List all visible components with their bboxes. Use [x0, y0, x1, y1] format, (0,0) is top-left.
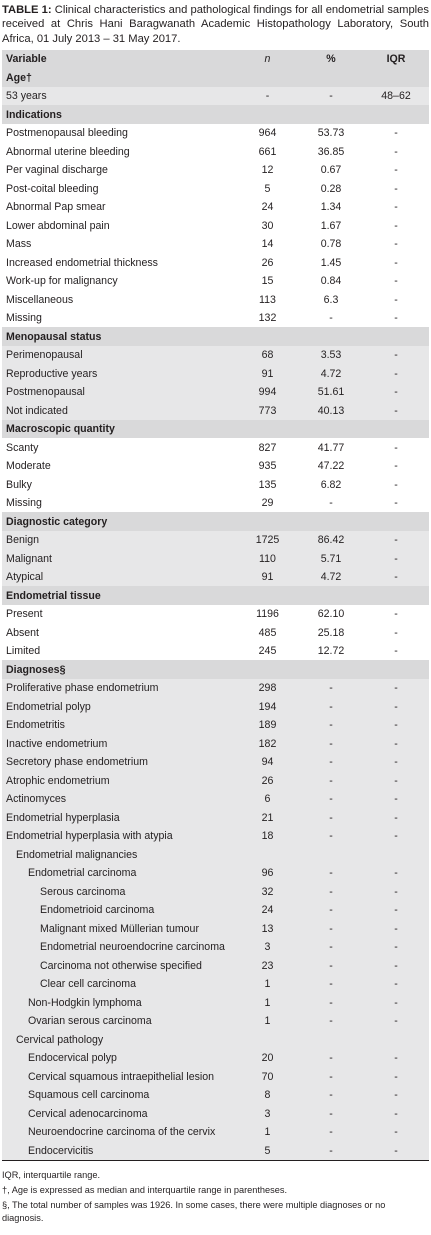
table-row: [2, 161, 429, 180]
row-label: Endometrial carcinoma: [2, 864, 236, 883]
cell-percent: -: [299, 1067, 363, 1086]
row-label: Post-coital bleeding: [6, 182, 99, 195]
caption-text: Clinical characteristics and pathological findings for all endometrial samples received at Chris Hani Baragwanath Academic Histopathology Laboratory, South Africa, 01 July 2013 – 31 May 2017.: [2, 4, 429, 45]
cell-percent: -: [299, 993, 363, 1012]
cell-percent: -: [299, 697, 363, 716]
row-label: Abnormal uterine bleeding: [6, 145, 130, 158]
cell-percent: -: [299, 1012, 363, 1031]
cell-iqr: -: [363, 364, 429, 383]
column-header-n: n: [236, 50, 299, 69]
row-label: Postmenopausal bleeding: [6, 127, 128, 140]
cell-iqr: -: [363, 1049, 429, 1068]
column-header-variable: Variable: [2, 50, 236, 69]
cell-iqr: -: [363, 938, 429, 957]
table-row: [2, 1067, 429, 1086]
cell-n: 110: [236, 549, 299, 568]
cell-iqr: -: [363, 1104, 429, 1123]
row-label: Atrophic endometrium: [2, 771, 236, 790]
table-body: [2, 68, 429, 1160]
cell-iqr: -: [394, 238, 398, 251]
cell-n: 18: [236, 827, 299, 846]
table-row: [2, 1104, 429, 1123]
cell-percent: 36.85: [317, 145, 345, 158]
cell-n: 1: [236, 975, 299, 994]
data-table: [2, 50, 429, 1160]
row-label: Limited: [6, 645, 41, 658]
row-label: Postmenopausal: [2, 383, 236, 402]
section-title: Endometrial tissue: [2, 586, 429, 605]
row-label: Clear cell carcinoma: [2, 975, 236, 994]
cell-n: 29: [261, 497, 274, 510]
table-row: [2, 827, 429, 846]
cell-percent: 1.67: [320, 219, 342, 232]
row-label: Endometrial hyperplasia with atypia: [2, 827, 236, 846]
table-row: [2, 87, 429, 106]
cell-n: 6: [236, 790, 299, 809]
cell-iqr: -: [394, 256, 398, 269]
table-row: [2, 457, 429, 476]
cell-percent: -: [299, 901, 363, 920]
cell-n: 1725: [236, 531, 299, 550]
row-label: Scanty: [6, 441, 39, 454]
cell-n: 91: [236, 568, 299, 587]
cell-percent: 4.72: [299, 364, 363, 383]
section-header-row: [2, 68, 429, 87]
cell-n: 3: [236, 1104, 299, 1123]
table-row: [2, 475, 429, 494]
cell-percent: 86.42: [299, 531, 363, 550]
section-header-row: [2, 105, 429, 124]
row-label: Endometrial neuroendocrine carcinoma: [2, 938, 236, 957]
cell-percent: -: [299, 919, 363, 938]
table-row: [2, 253, 429, 272]
table-row: [2, 753, 429, 772]
cell-percent: -: [299, 734, 363, 753]
table-row: [2, 124, 429, 143]
cell-percent: -: [299, 1104, 363, 1123]
cell-iqr: [363, 1030, 429, 1049]
cell-iqr: -: [363, 568, 429, 587]
section-title: Diagnoses§: [2, 660, 429, 679]
row-label: Ovarian serous carcinoma: [2, 1012, 236, 1031]
row-label: Atypical: [2, 568, 236, 587]
cell-iqr: -: [394, 608, 398, 621]
row-label: 53 years: [2, 87, 236, 106]
table-row: [2, 179, 429, 198]
cell-percent: -: [299, 716, 363, 735]
cell-iqr: -: [394, 645, 398, 658]
cell-n: 135: [258, 478, 277, 491]
cell-iqr: -: [363, 1012, 429, 1031]
table-row: [2, 790, 429, 809]
cell-n: 485: [258, 626, 277, 639]
row-label: Perimenopausal: [2, 346, 236, 365]
cell-percent: 53.73: [317, 127, 345, 140]
table-row: [2, 1012, 429, 1031]
cell-percent: -: [299, 975, 363, 994]
row-label: Cervical pathology: [2, 1030, 236, 1049]
cell-n: 245: [258, 645, 277, 658]
cell-iqr: -: [363, 827, 429, 846]
table-row: [2, 845, 429, 864]
row-label: Increased endometrial thickness: [6, 256, 158, 269]
cell-n: 13: [236, 919, 299, 938]
cell-iqr: -: [394, 219, 398, 232]
row-label: Not indicated: [2, 401, 236, 420]
cell-percent: -: [299, 1049, 363, 1068]
table-row: [2, 1141, 429, 1160]
header-row: [2, 50, 429, 69]
cell-percent: 51.61: [299, 383, 363, 402]
table-row: [2, 919, 429, 938]
table-row: [2, 272, 429, 291]
table-row: [2, 864, 429, 883]
table-row: [2, 975, 429, 994]
row-label: Endometritis: [2, 716, 236, 735]
table-row: [2, 1049, 429, 1068]
row-label: Absent: [6, 626, 39, 639]
table-row: [2, 216, 429, 235]
cell-percent: -: [299, 1123, 363, 1142]
cell-n: 5: [236, 1141, 299, 1160]
cell-n: 26: [236, 771, 299, 790]
cell-iqr: -: [394, 182, 398, 195]
cell-percent: -: [299, 864, 363, 883]
cell-iqr: -: [394, 478, 398, 491]
cell-percent: 1.34: [320, 201, 342, 214]
cell-n: 24: [261, 201, 274, 214]
table-label: TABLE 1:: [2, 4, 52, 16]
cell-n: 21: [236, 808, 299, 827]
row-label: Missing: [6, 312, 42, 325]
section-header-row: [2, 660, 429, 679]
table-row: [2, 198, 429, 217]
cell-n: 773: [236, 401, 299, 420]
cell-iqr: [363, 845, 429, 864]
table-row: [2, 956, 429, 975]
row-label: Neuroendocrine carcinoma of the cervix: [2, 1123, 236, 1142]
cell-iqr: -: [363, 1141, 429, 1160]
cell-percent: 1.45: [320, 256, 342, 269]
row-label: Per vaginal discharge: [6, 164, 108, 177]
cell-n: [236, 1030, 299, 1049]
cell-iqr: -: [394, 201, 398, 214]
row-label: Endometrial hyperplasia: [2, 808, 236, 827]
table-row: [2, 235, 429, 254]
row-label: Actinomyces: [2, 790, 236, 809]
cell-n: 26: [261, 256, 274, 269]
row-label: Secretory phase endometrium: [2, 753, 236, 772]
section-header-row: [2, 420, 429, 439]
table-row: [2, 938, 429, 957]
cell-n: 189: [236, 716, 299, 735]
cell-n: 91: [236, 364, 299, 383]
cell-percent: -: [299, 882, 363, 901]
cell-percent: -: [299, 1086, 363, 1105]
table-row: [2, 642, 429, 661]
table-row: [2, 438, 429, 457]
cell-n: 113: [259, 293, 276, 306]
table-row: [2, 1030, 429, 1049]
row-label: Miscellaneous: [6, 293, 74, 306]
cell-percent: 40.13: [299, 401, 363, 420]
cell-iqr: -: [363, 956, 429, 975]
row-label: Benign: [2, 531, 236, 550]
cell-percent: 41.77: [317, 441, 345, 454]
cell-iqr: -: [394, 293, 398, 306]
cell-percent: -: [299, 1141, 363, 1160]
cell-n: 12: [261, 164, 274, 177]
section-header-row: [2, 586, 429, 605]
cell-n: 1: [236, 993, 299, 1012]
row-label: Work-up for malignancy: [6, 275, 118, 288]
cell-percent: 12.72: [317, 645, 345, 658]
footnote-iqr: IQR, interquartile range.: [2, 1169, 101, 1180]
cell-percent: 6.82: [320, 478, 342, 491]
row-label: Endocervical polyp: [2, 1049, 236, 1068]
section-title: Indications: [2, 105, 429, 124]
table-row: [2, 605, 429, 624]
row-label: Cervical adenocarcinoma: [2, 1104, 236, 1123]
row-label: Mass: [6, 238, 32, 251]
row-label: Squamous cell carcinoma: [2, 1086, 236, 1105]
cell-iqr: -: [363, 383, 429, 402]
cell-percent: [299, 1030, 363, 1049]
cell-percent: -: [299, 827, 363, 846]
cell-n: 94: [236, 753, 299, 772]
section-header-row: [2, 327, 429, 346]
footnote-age: †, Age is expressed as median and interquartile range in parentheses.: [2, 1184, 287, 1195]
cell-iqr: -: [363, 1123, 429, 1142]
cell-n: [236, 845, 299, 864]
cell-iqr: -: [394, 275, 398, 288]
row-label: Proliferative phase endometrium: [2, 679, 236, 698]
cell-n: 132: [258, 312, 277, 325]
cell-percent: 4.72: [299, 568, 363, 587]
cell-percent: 62.10: [317, 608, 345, 621]
cell-iqr: -: [363, 864, 429, 883]
footnotes: [2, 1169, 429, 1225]
cell-percent: -: [329, 312, 333, 325]
cell-iqr: -: [363, 716, 429, 735]
cell-n: 96: [236, 864, 299, 883]
cell-n: 14: [261, 238, 274, 251]
table-row: [2, 679, 429, 698]
row-label: Malignant mixed Müllerian tumour: [2, 919, 236, 938]
section-title: Diagnostic category: [2, 512, 429, 531]
cell-n: 23: [236, 956, 299, 975]
table-row: [2, 734, 429, 753]
cell-n: 964: [258, 127, 277, 140]
table-row: [2, 549, 429, 568]
table-caption: [2, 0, 429, 46]
cell-percent: 3.53: [299, 346, 363, 365]
cell-n: 194: [236, 697, 299, 716]
cell-n: 3: [236, 938, 299, 957]
cell-percent: [299, 845, 363, 864]
row-label: Cervical squamous intraepithelial lesion: [2, 1067, 236, 1086]
cell-n: 5: [264, 182, 271, 195]
table-row: [2, 568, 429, 587]
cell-iqr: -: [363, 549, 429, 568]
cell-percent: 5.71: [299, 549, 363, 568]
section-header-row: [2, 512, 429, 531]
cell-iqr: -: [363, 1086, 429, 1105]
cell-percent: -: [299, 679, 363, 698]
cell-n: 1: [236, 1123, 299, 1142]
section-title: Age†: [2, 68, 429, 87]
cell-n: 24: [236, 901, 299, 920]
cell-percent: -: [299, 87, 363, 106]
cell-percent: 0.67: [320, 164, 342, 177]
table-row: [2, 1086, 429, 1105]
cell-percent: 0.78: [320, 238, 342, 251]
section-title: Macroscopic quantity: [2, 420, 429, 439]
table-row: [2, 697, 429, 716]
row-label: Moderate: [6, 460, 51, 473]
cell-n: 182: [236, 734, 299, 753]
cell-iqr: 48–62: [363, 87, 429, 106]
table-row: [2, 993, 429, 1012]
cell-iqr: -: [363, 401, 429, 420]
cell-iqr: -: [363, 993, 429, 1012]
cell-n: 1196: [256, 608, 279, 621]
cell-iqr: -: [363, 771, 429, 790]
cell-n: 70: [236, 1067, 299, 1086]
cell-iqr: -: [394, 460, 398, 473]
cell-iqr: -: [363, 919, 429, 938]
cell-n: 30: [261, 219, 274, 232]
cell-n: 298: [236, 679, 299, 698]
table-row: [2, 309, 429, 328]
cell-iqr: -: [363, 790, 429, 809]
cell-percent: -: [299, 938, 363, 957]
row-label: Present: [6, 608, 43, 621]
table-row: [2, 290, 429, 309]
cell-percent: 0.84: [320, 275, 342, 288]
cell-percent: -: [299, 771, 363, 790]
cell-iqr: -: [363, 697, 429, 716]
cell-n: 1: [236, 1012, 299, 1031]
cell-n: -: [236, 87, 299, 106]
table-row: [2, 1123, 429, 1142]
table-row: [2, 623, 429, 642]
row-label: Serous carcinoma: [2, 882, 236, 901]
row-label: Abnormal Pap smear: [6, 201, 106, 214]
cell-iqr: -: [363, 734, 429, 753]
cell-iqr: -: [363, 975, 429, 994]
row-label: Endometrioid carcinoma: [2, 901, 236, 920]
table-row: [2, 364, 429, 383]
row-label: Carcinoma not otherwise specified: [2, 956, 236, 975]
footnote-diagnoses: §, The total number of samples was 1926. In some cases, there were multiple diagnoses or no diagnosis.: [2, 1199, 386, 1223]
cell-percent: 47.22: [317, 460, 345, 473]
row-label: Endocervicitis: [2, 1141, 236, 1160]
row-label: Bulky: [6, 478, 32, 491]
cell-percent: -: [299, 956, 363, 975]
row-label: Endometrial polyp: [2, 697, 236, 716]
cell-iqr: -: [394, 441, 398, 454]
row-label: Malignant: [2, 549, 236, 568]
cell-percent: 6.3: [323, 293, 339, 306]
table-row: [2, 383, 429, 402]
column-header-iqr: IQR: [363, 50, 429, 69]
table-row: [2, 882, 429, 901]
cell-n: 994: [236, 383, 299, 402]
cell-iqr: -: [363, 753, 429, 772]
row-label: Lower abdominal pain: [6, 219, 110, 232]
cell-n: 68: [236, 346, 299, 365]
cell-iqr: -: [394, 626, 398, 639]
cell-percent: 25.18: [317, 626, 345, 639]
table-row: [2, 346, 429, 365]
table-row: [2, 808, 429, 827]
cell-iqr: -: [394, 145, 398, 158]
table-row: [2, 401, 429, 420]
cell-iqr: -: [363, 346, 429, 365]
cell-n: 661: [258, 145, 277, 158]
cell-percent: 0.28: [320, 182, 342, 195]
cell-iqr: -: [394, 497, 398, 510]
table-row: [2, 716, 429, 735]
row-label: Reproductive years: [2, 364, 236, 383]
cell-iqr: -: [394, 312, 398, 325]
cell-n: 20: [236, 1049, 299, 1068]
table-row: [2, 771, 429, 790]
row-label: Non-Hodgkin lymphoma: [2, 993, 236, 1012]
cell-n: 8: [236, 1086, 299, 1105]
column-header-percent: %: [299, 50, 363, 69]
cell-iqr: -: [363, 679, 429, 698]
cell-iqr: -: [363, 1067, 429, 1086]
cell-percent: -: [329, 497, 333, 510]
cell-percent: -: [299, 808, 363, 827]
cell-iqr: -: [394, 164, 398, 177]
cell-iqr: -: [363, 901, 429, 920]
table-row: [2, 494, 429, 513]
cell-n: 32: [236, 882, 299, 901]
row-label: Inactive endometrium: [2, 734, 236, 753]
cell-iqr: -: [363, 808, 429, 827]
table-figure: [2, 0, 429, 1225]
table-row: [2, 142, 429, 161]
table-row: [2, 901, 429, 920]
section-title: Menopausal status: [2, 327, 429, 346]
cell-n: 15: [261, 275, 274, 288]
cell-percent: -: [299, 790, 363, 809]
cell-iqr: -: [363, 882, 429, 901]
cell-n: 935: [258, 460, 277, 473]
cell-iqr: -: [363, 531, 429, 550]
cell-iqr: -: [394, 127, 398, 140]
row-label: Endometrial malignancies: [2, 845, 236, 864]
row-label: Missing: [6, 497, 42, 510]
table-bottom-rule: [2, 1160, 429, 1161]
table-row: [2, 531, 429, 550]
cell-n: 827: [258, 441, 277, 454]
cell-percent: -: [299, 753, 363, 772]
